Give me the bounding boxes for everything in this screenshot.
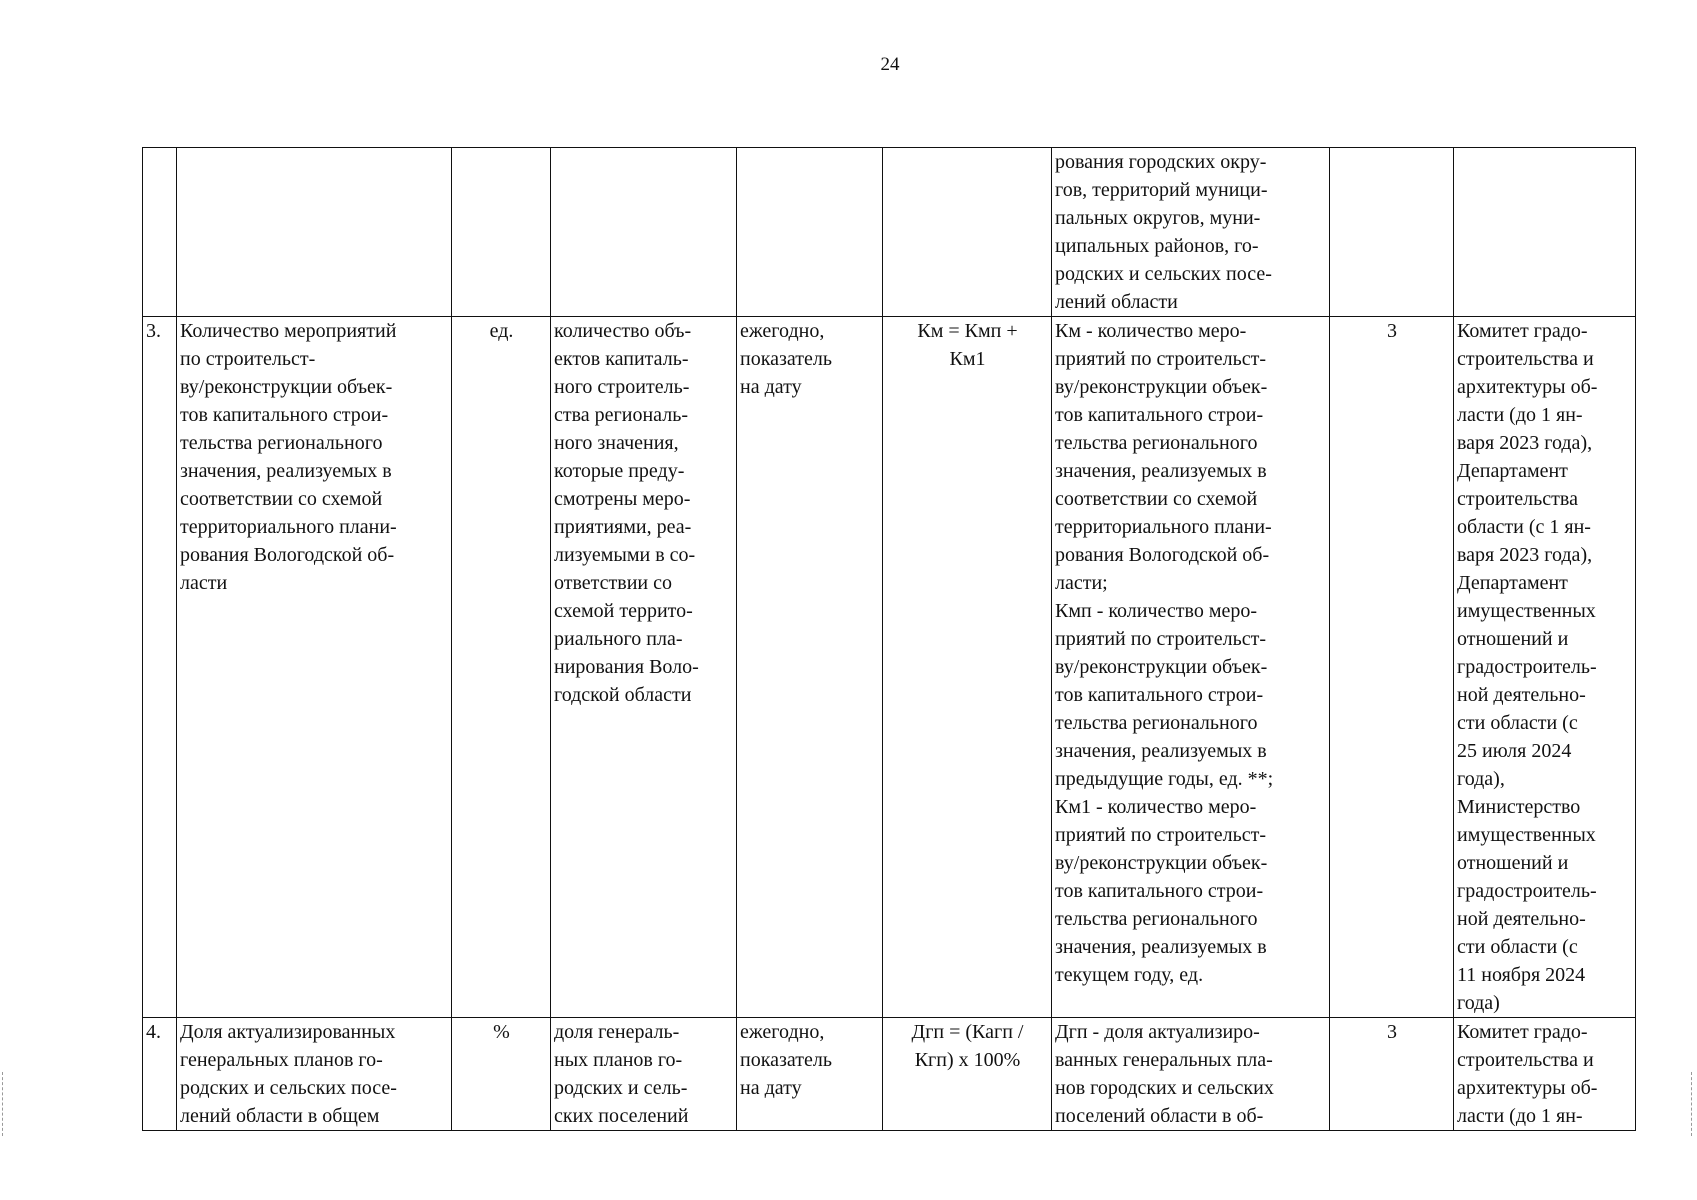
cell-periodicity	[737, 148, 883, 317]
cell-variables: Км - количество меро- приятий по строительст- ву/реконструкции объек- тов капитального строи- тельства регионального значения, реализуемых в соответствии со схемой территориального плани- рования Вологодской об- ласти; Кмп - количество меро- приятий по строительст- ву/реконструкции объек- тов капитального строи- тельства регионального значения, реализуемых в предыдущие годы, ед. **; Км1 - количество меро- приятий по строительст- ву/реконструкции объек- тов капитального строи- тельства регионального значения, реализуемых в текущем году, ед.	[1052, 317, 1330, 1018]
cell-definition	[551, 148, 737, 317]
cell-responsible: Комитет градо- строительства и архитектуры об- ласти (до 1 ян- варя 2023 года), Департамент строительства области (с 1 ян- варя 2023 года), Департамент имущественных отношений и градостроитель- ной деятельно- сти области (с 25 июля 2024 года), Министерство имущественных отношений и градостроитель- ной деятельно- сти области (с 11 ноября 2024 года)	[1454, 317, 1636, 1018]
cell-formula: Км = Кмп + Км1	[883, 317, 1052, 1018]
cell-variables: рования городских окру- гов, территорий муници- пальных округов, муни- ципальных районов, го- родских и сельских посе- лений области	[1052, 148, 1330, 317]
cell-source	[1330, 148, 1454, 317]
cell-num: 3.	[143, 317, 177, 1018]
page-number: 24	[880, 54, 900, 75]
cell-indicator-name: Доля актуализированных генеральных планов го- родских и сельских посе- лений области в общем	[177, 1018, 452, 1131]
indicators-table	[142, 147, 1636, 1131]
cell-indicator-name: Количество мероприятий по строительст- ву/реконструкции объек- тов капитального строи- тельства регионального значения, реализуемых в соответствии со схемой территориального плани- рования Вологодской об- ласти	[177, 317, 452, 1018]
cell-unit	[452, 148, 551, 317]
cell-periodicity: ежегодно, показатель на дату	[737, 317, 883, 1018]
cell-definition: доля генераль- ных планов го- родских и сель- ских поселений	[551, 1018, 737, 1131]
cell-unit: %	[452, 1018, 551, 1131]
table-row	[143, 1018, 1636, 1131]
cell-indicator-name	[177, 148, 452, 317]
cell-formula	[883, 148, 1052, 317]
cell-num: 4.	[143, 1018, 177, 1131]
cell-periodicity: ежегодно, показатель на дату	[737, 1018, 883, 1131]
cell-num	[143, 148, 177, 317]
cell-responsible	[1454, 148, 1636, 317]
cell-unit: ед.	[452, 317, 551, 1018]
cell-source: 3	[1330, 317, 1454, 1018]
cell-definition: количество объ- ектов капиталь- ного строитель- ства региональ- ного значения, которые преду- смотрены меро- приятиями, реа- лизуемыми в со- ответствии со схемой террито- риального пла- нирования Воло- годской области	[551, 317, 737, 1018]
table-row-continued	[143, 148, 1636, 317]
table-row	[143, 317, 1636, 1018]
cell-source: 3	[1330, 1018, 1454, 1131]
scan-edge-mark-left	[2, 1072, 5, 1136]
cell-variables: Дгп - доля актуализиро- ванных генеральных пла- нов городских и сельских поселений области в об-	[1052, 1018, 1330, 1131]
scan-edge-mark-right	[1691, 1072, 1694, 1136]
cell-responsible: Комитет градо- строительства и архитектуры об- ласти (до 1 ян-	[1454, 1018, 1636, 1131]
cell-formula: Дгп = (Кагп / Кгп) х 100%	[883, 1018, 1052, 1131]
